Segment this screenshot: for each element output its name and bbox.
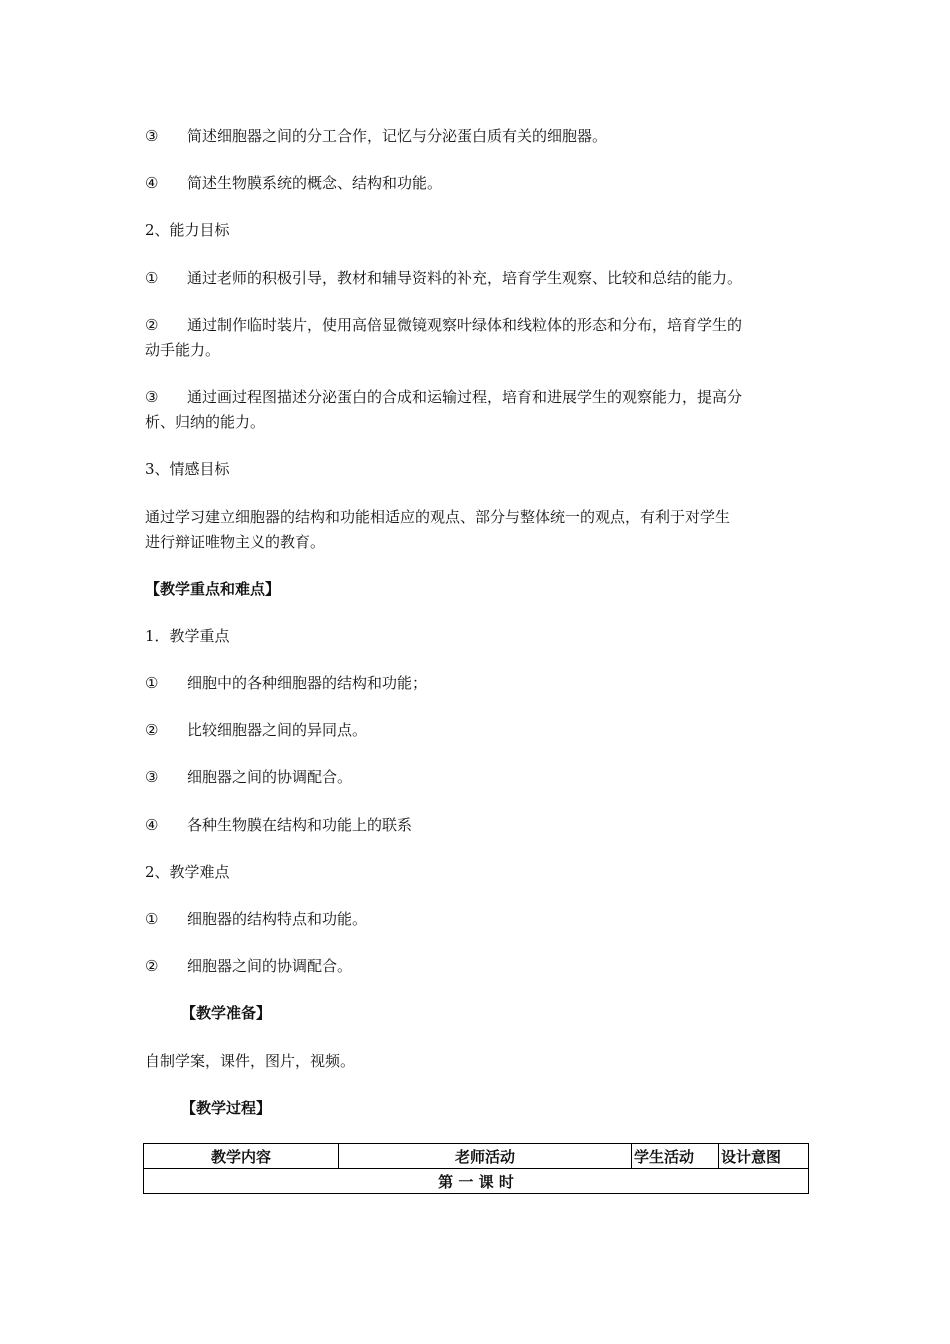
section-title-preparation: 【教学准备】 — [181, 1004, 272, 1022]
item-number: ③ — [145, 127, 159, 145]
item-number: ① — [145, 269, 159, 287]
teaching-process-table — [143, 1143, 809, 1194]
section-title-key-points: 【教学重点和难点】 — [145, 580, 281, 598]
paragraph-continuation: 进行辩证唯物主义的教育。 — [145, 533, 326, 551]
list-item — [145, 765, 352, 790]
objective-item — [145, 124, 607, 149]
item-text: 细胞器的结构特点和功能。 — [187, 910, 368, 928]
objective-item — [145, 313, 742, 338]
item-number: ② — [145, 957, 159, 975]
list-item — [145, 671, 427, 696]
item-number: ① — [145, 674, 159, 692]
item-text: 比较细胞器之间的异同点。 — [187, 721, 368, 739]
item-continuation: 动手能力。 — [145, 341, 221, 359]
item-continuation: 析、归纳的能力。 — [145, 413, 266, 431]
table-row — [144, 1169, 809, 1194]
item-text: 简述细胞器之间的分工合作，记忆与分泌蛋白质有关的细胞器。 — [187, 127, 608, 145]
item-number: ② — [145, 316, 159, 334]
item-text: 通过老师的积极引导，教材和辅导资料的补充，培育学生观察、比较和总结的能力。 — [187, 269, 743, 287]
item-text: 简述生物膜系统的概念、结构和功能。 — [187, 174, 443, 192]
subheading-key-points: 1．教学重点 — [145, 627, 230, 645]
objective-item — [145, 266, 742, 291]
item-number: ① — [145, 910, 159, 928]
column-header: 老师活动 — [339, 1144, 632, 1169]
item-text: 通过制作临时装片，使用高倍显微镜观察叶绿体和线粒体的形态和分布，培育学生的 — [187, 316, 743, 334]
column-header: 设计意图 — [719, 1144, 809, 1169]
item-number: ③ — [145, 768, 159, 786]
paragraph: 通过学习建立细胞器的结构和功能相适应的观点、部分与整体统一的观点，有利于对学生 — [145, 508, 731, 526]
list-item — [145, 954, 352, 979]
item-number: ④ — [145, 174, 159, 192]
item-text: 各种生物膜在结构和功能上的联系 — [187, 816, 413, 834]
objective-item — [145, 385, 742, 410]
subheading-difficult-points: 2、教学难点 — [145, 863, 230, 881]
item-number: ④ — [145, 816, 159, 834]
session-label: 第 一 课 时 — [144, 1169, 809, 1194]
column-header: 学生活动 — [632, 1144, 719, 1169]
item-text: 细胞器之间的协调配合。 — [187, 957, 353, 975]
item-text: 通过画过程图描述分泌蛋白的合成和运输过程，培育和进展学生的观察能力，提高分 — [187, 388, 743, 406]
subheading-emotion-goals: 3、情感目标 — [145, 460, 230, 478]
list-item — [145, 813, 412, 838]
column-header: 教学内容 — [144, 1144, 339, 1169]
table-header-row — [144, 1144, 809, 1169]
subheading-ability-goals: 2、能力目标 — [145, 221, 230, 239]
section-title-process: 【教学过程】 — [181, 1099, 272, 1117]
list-item — [145, 718, 367, 743]
list-item — [145, 907, 367, 932]
item-number: ② — [145, 721, 159, 739]
item-text: 细胞器之间的协调配合。 — [187, 768, 353, 786]
item-number: ③ — [145, 388, 159, 406]
item-text: 细胞中的各种细胞器的结构和功能； — [187, 674, 428, 692]
preparation-text: 自制学案，课件，图片，视频。 — [145, 1052, 356, 1070]
objective-item — [145, 171, 442, 196]
